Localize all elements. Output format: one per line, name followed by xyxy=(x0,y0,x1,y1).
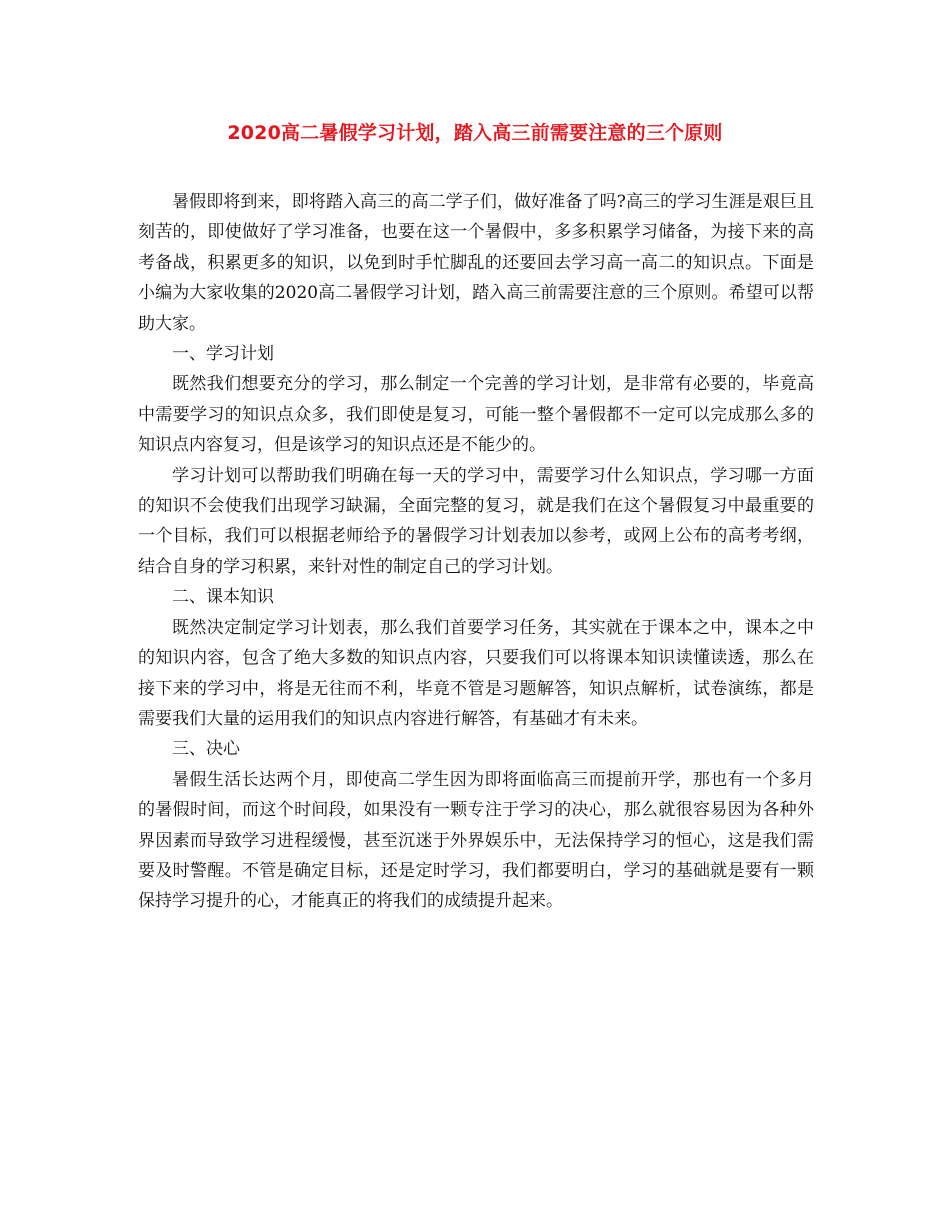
intro-paragraph: 暑假即将到来，即将踏入高三的高二学子们，做好准备了吗?高三的学习生涯是艰巨且刻苦的，即使做好了学习准备，也要在这一个暑假中，多多积累学习储备，为接下来的高考备战，积累更多的知识，以免到时手忙脚乱的还要回去学习高一高二的知识点。下面是小编为大家收集的2020高二暑假学习计划，踏入高三前需要注意的三个原则。希望可以帮助大家。 xyxy=(138,192,814,334)
document-title: 2020高二暑假学习计划，踏入高三前需要注意的三个原则 xyxy=(227,122,723,144)
body-paragraph: 学习计划可以帮助我们明确在每一天的学习中，需要学习什么知识点，学习哪一方面的知识不会使我们出现学习缺漏，全面完整的复习，就是我们在这个暑假复习中最重要的一个目标，我们可以根据老师给予的暑假学习计划表加以参考，或网上公布的高考考纲，结合自身的学习积累，来针对性的制定自己的学习计划。 xyxy=(138,465,814,577)
section-heading-determination: 三、决心 xyxy=(172,739,240,760)
body-paragraph: 既然我们想要充分的学习，那么制定一个完善的学习计划，是非常有必要的，毕竟高中需要学习的知识点众多，我们即使是复习，可能一整个暑假都不一定可以完成那么多的知识点内容复习，但是该学习的知识点还是不能少的。 xyxy=(138,374,814,456)
document-body xyxy=(138,187,814,917)
section-heading-study-plan: 一、学习计划 xyxy=(172,344,274,365)
section-heading-textbook-knowledge: 二、课本知识 xyxy=(172,587,274,608)
body-paragraph: 既然决定制定学习计划表，那么我们首要学习任务，其实就在于课本之中，课本之中的知识内容，包含了绝大多数的知识点内容，只要我们可以将课本知识读懂读透，那么在接下来的学习中，将是无往而不利，毕竟不管是习题解答，知识点解析，试卷演练，都是需要我们大量的运用我们的知识点内容进行解答，有基础才有未来。 xyxy=(138,617,814,729)
body-paragraph: 暑假生活长达两个月，即使高二学生因为即将面临高三而提前开学，那也有一个多月的暑假时间，而这个时间段，如果没有一颗专注于学习的决心，那么就很容易因为各种外界因素而导致学习进程缓慢，甚至沉迷于外界娱乐中，无法保持学习的恒心，这是我们需要及时警醒。不管是确定目标，还是定时学习，我们都要明白，学习的基础就是要有一颗保持学习提升的心，才能真正的将我们的成绩提升起来。 xyxy=(138,769,814,912)
